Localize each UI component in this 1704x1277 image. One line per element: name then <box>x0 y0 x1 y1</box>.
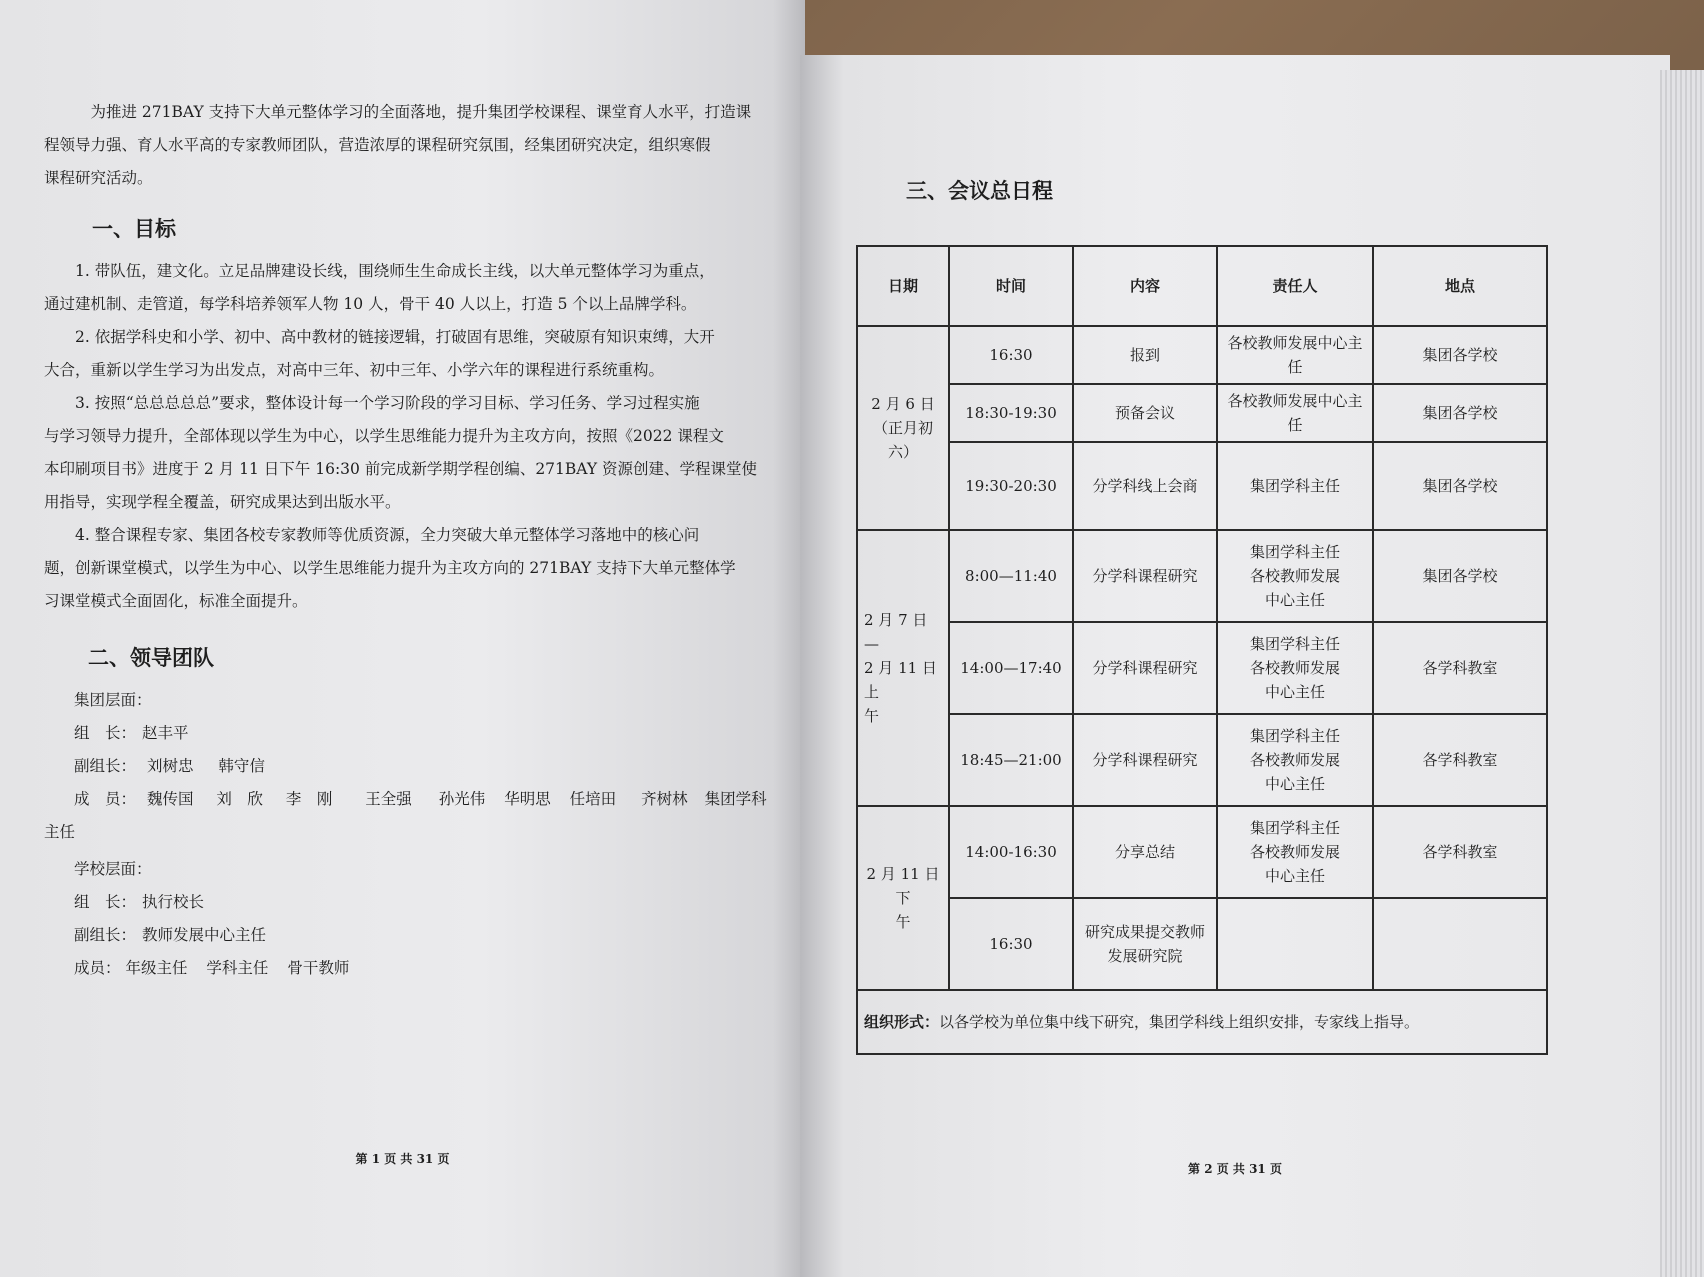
date-text: 午 <box>895 913 911 931</box>
person-cell <box>1217 384 1373 442</box>
date-cell-feb6 <box>857 326 949 530</box>
goal-line: 用指导，实现学程全覆盖，研究成果达到出版水平。 <box>44 493 401 511</box>
column-header-content: 内容 <box>1073 246 1217 326</box>
table-row <box>857 384 1547 442</box>
place-cell: 各学科教室 <box>1373 714 1547 806</box>
date-cell-feb7-11 <box>857 530 949 806</box>
table-row <box>857 442 1547 530</box>
goal-line: 4. 整合课程专家、集团各校专家教师等优质资源，全力突破大单元整体学习落地中的核心问 <box>75 526 700 544</box>
group-members-wrap: 主任 <box>44 823 76 841</box>
group-member: 王全强 <box>365 790 412 808</box>
table-header-row <box>857 246 1547 326</box>
content-cell: 预备会议 <box>1073 384 1217 442</box>
content-cell <box>1073 898 1217 990</box>
group-members-label: 成 员： <box>74 790 137 808</box>
person-cell <box>1217 714 1373 806</box>
date-text: （正月初 <box>872 419 933 437</box>
note-label: 组织形式： <box>864 1013 940 1031</box>
person-text: 集团学科主任 <box>1249 727 1340 745</box>
date-text: 午 <box>864 707 880 725</box>
column-header-time: 时间 <box>949 246 1073 326</box>
time-cell: 14:00-16:30 <box>949 806 1073 898</box>
organization-note <box>857 990 1547 1054</box>
table-row <box>857 622 1547 714</box>
place-cell: 集团各学校 <box>1373 442 1547 530</box>
school-members-label: 成员： <box>74 959 121 977</box>
date-text: 六） <box>887 443 918 461</box>
group-member: 齐树林 <box>641 790 688 808</box>
table-row <box>857 326 1547 384</box>
person-text: 各校教师发展 <box>1249 843 1340 861</box>
intro-line: 程领导力强、育人水平高的专家教师团队，营造浓厚的课程研究氛围，经集团研究决定，组织寒假 <box>44 136 711 154</box>
table-note-row <box>857 990 1547 1054</box>
person-text: 任 <box>1287 416 1303 434</box>
group-member: 任培田 <box>569 790 617 808</box>
goal-line: 题，创新课堂模式，以学生为中心、以学生思维能力提升为主攻方向的 271BAY 支持下大单元整体学 <box>44 559 736 577</box>
person-cell <box>1217 530 1373 622</box>
school-leader-label: 组 长： <box>74 893 137 911</box>
content-cell: 分学科线上会商 <box>1073 442 1217 530</box>
content-cell: 分学科课程研究 <box>1073 530 1217 622</box>
goal-line: 通过建机制、走管道，每学科培养领军人物 10 人，骨干 40 人以上，打造 5 个以上品牌学科。 <box>44 295 697 313</box>
school-member: 年级主任 <box>125 959 188 977</box>
place-cell-empty <box>1373 898 1547 990</box>
person-text: 各校教师发展中心主 <box>1227 392 1363 410</box>
person-text: 任 <box>1287 358 1303 376</box>
section-heading-leadership: 二、领导团队 <box>88 646 214 670</box>
person-cell <box>1217 806 1373 898</box>
content-cell: 分学科课程研究 <box>1073 622 1217 714</box>
group-member: 孙光伟 <box>438 790 486 808</box>
person-text: 集团学科主任 <box>1249 635 1340 653</box>
page-number-footer: 第 2 页 共 31 页 <box>1188 1162 1282 1176</box>
place-cell: 各学科教室 <box>1373 622 1547 714</box>
date-text: 2 月 11 日上 <box>864 659 937 701</box>
time-cell: 18:30-19:30 <box>949 384 1073 442</box>
time-cell: 18:45—21:00 <box>949 714 1073 806</box>
person-text: 中心主任 <box>1264 867 1325 885</box>
school-deputy-label: 副组长： <box>74 926 137 944</box>
person-cell <box>1217 622 1373 714</box>
group-leader-name: 赵丰平 <box>142 724 189 742</box>
column-header-person: 责任人 <box>1217 246 1373 326</box>
school-leader-name: 执行校长 <box>142 893 205 911</box>
section-heading-schedule: 三、会议总日程 <box>906 179 1053 203</box>
page-1 <box>0 0 805 1277</box>
person-cell <box>1217 326 1373 384</box>
person-text: 各校教师发展 <box>1249 567 1340 585</box>
date-text: 2 月 7 日— <box>864 611 928 653</box>
content-cell: 分学科课程研究 <box>1073 714 1217 806</box>
group-leader-line <box>74 717 775 750</box>
school-level-label: 学校层面： <box>74 860 152 878</box>
group-member: 刘 欣 <box>216 790 263 808</box>
content-cell: 分享总结 <box>1073 806 1217 898</box>
group-deputy-label: 副组长： <box>74 757 137 775</box>
intro-line: 课程研究活动。 <box>44 169 153 187</box>
goal-line: 1. 带队伍，建文化。立足品牌建设长线，围绕师生生命成长主线，以大单元整体学习为重点， <box>75 262 715 280</box>
person-text: 集团学科主任 <box>1249 819 1340 837</box>
goal-line: 与学习领导力提升，全部体现以学生为中心，以学生思维能力提升为主攻方向，按照《2022 课程文 <box>44 427 724 445</box>
column-header-place: 地点 <box>1373 246 1547 326</box>
content-text: 研究成果提交教师 <box>1084 923 1205 941</box>
place-cell: 集团各学校 <box>1373 384 1547 442</box>
person-text: 各校教师发展中心主 <box>1227 334 1363 352</box>
time-cell: 19:30-20:30 <box>949 442 1073 530</box>
time-cell: 16:30 <box>949 898 1073 990</box>
column-header-date: 日期 <box>857 246 949 326</box>
group-deputy-line <box>74 750 775 783</box>
date-text: 2 月 6 日 <box>871 395 935 413</box>
note-text: 以各学校为单位集中线下研究，集团学科线上组织安排，专家线上指导。 <box>939 1013 1420 1031</box>
school-deputy-line <box>74 919 775 952</box>
section-heading-goals: 一、目标 <box>92 217 176 241</box>
table-row <box>857 806 1547 898</box>
person-text: 集团学科主任 <box>1249 543 1340 561</box>
time-cell: 16:30 <box>949 326 1073 384</box>
intro-line: 为推进 271BAY 支持下大单元整体学习的全面落地，提升集团学校课程、课堂育人水平，打造课 <box>90 103 752 121</box>
school-members-line <box>74 952 775 985</box>
time-cell: 14:00—17:40 <box>949 622 1073 714</box>
place-cell: 各学科教室 <box>1373 806 1547 898</box>
goal-line: 习课堂模式全面固化，标准全面提升。 <box>44 592 308 610</box>
group-deputy-name: 韩守信 <box>218 757 265 775</box>
group-level-label: 集团层面： <box>74 691 152 709</box>
page-2 <box>800 55 1670 1277</box>
person-text: 各校教师发展 <box>1249 659 1340 677</box>
time-cell: 8:00—11:40 <box>949 530 1073 622</box>
table-row <box>857 714 1547 806</box>
table-row <box>857 530 1547 622</box>
goal-line: 2. 依据学科史和小学、初中、高中教材的链接逻辑，打破固有思维，突破原有知识束缚，大开 <box>75 328 715 346</box>
page-number-footer: 第 1 页 共 31 页 <box>355 1152 450 1166</box>
person-cell-empty <box>1217 898 1373 990</box>
goal-line: 大合，重新以学生学习为出发点，对高中三年、初中三年、小学六年的课程进行系统重构。 <box>44 361 665 379</box>
school-leader-line <box>74 886 775 919</box>
group-member: 魏传国 <box>146 790 194 808</box>
person-text: 各校教师发展 <box>1249 751 1340 769</box>
place-cell: 集团各学校 <box>1373 326 1547 384</box>
table-row <box>857 898 1547 990</box>
person-text: 中心主任 <box>1264 591 1325 609</box>
goal-line: 3. 按照“总总总总总”要求，整体设计每一个学习阶段的学习目标、学习任务、学习过程实施 <box>75 394 700 412</box>
person-text: 中心主任 <box>1264 683 1325 701</box>
place-cell: 集团各学校 <box>1373 530 1547 622</box>
group-deputy-name: 刘树忠 <box>146 757 194 775</box>
date-text: 2 月 11 日下 <box>866 865 940 907</box>
school-deputy-name: 教师发展中心主任 <box>142 926 267 944</box>
person-cell: 集团学科主任 <box>1217 442 1373 530</box>
schedule-table <box>856 245 1548 1055</box>
school-member: 学科主任 <box>206 959 269 977</box>
person-text: 中心主任 <box>1264 775 1325 793</box>
group-member: 李 刚 <box>285 790 333 808</box>
goal-line: 本印刷项目书》进度于 2 月 11 日下午 16:30 前完成新学期学程创编、271BAY 资源创建、学程课堂使 <box>44 460 758 478</box>
content-cell: 报到 <box>1073 326 1217 384</box>
group-members-line <box>74 783 775 816</box>
date-cell-feb11 <box>857 806 949 990</box>
page-stack-edge <box>1660 70 1704 1277</box>
group-leader-label: 组 长： <box>74 724 137 742</box>
group-member: 集团学科 <box>704 790 767 808</box>
group-member: 华明思 <box>504 790 551 808</box>
school-member: 骨干教师 <box>287 959 350 977</box>
content-text: 发展研究院 <box>1107 947 1183 965</box>
